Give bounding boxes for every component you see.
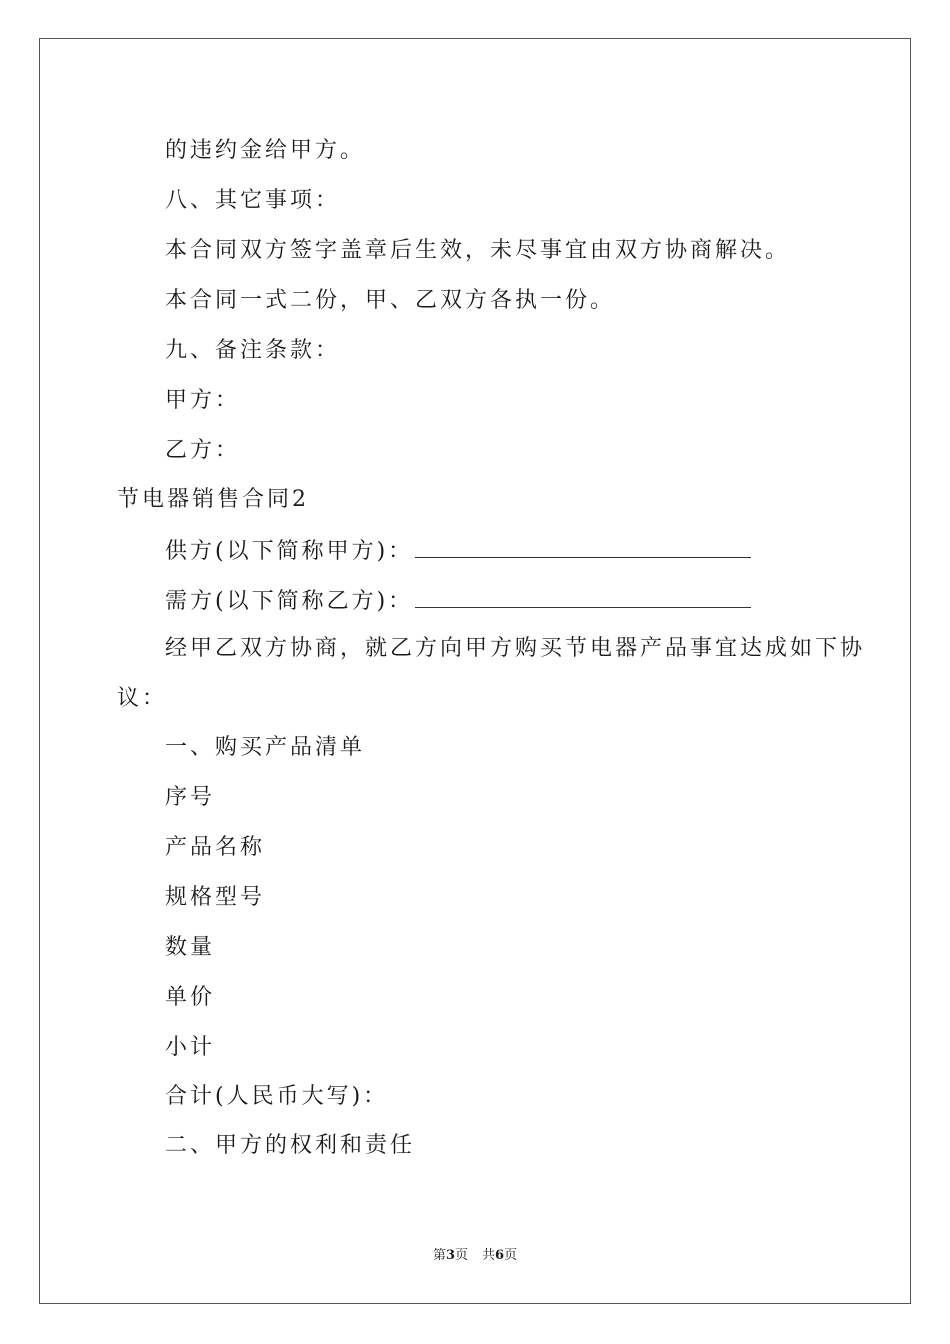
text-line-agreement: 经甲乙双方协商，就乙方向甲方购买节电器产品事宜达成如下协 xyxy=(165,636,866,661)
field-total-rmb: 合计(人民币大写)： xyxy=(165,1084,389,1109)
contract-title: 节电器销售合同2 xyxy=(117,487,309,512)
buyer-label: 需方(以下简称乙方)： xyxy=(165,589,414,614)
page-footer xyxy=(0,1247,950,1265)
page-border xyxy=(39,38,911,1304)
field-serial-number: 序号 xyxy=(165,785,216,810)
section-heading-remarks: 九、备注条款： xyxy=(165,338,341,363)
buyer-blank xyxy=(415,585,751,608)
text-line-penalty: 的违约金给甲方。 xyxy=(165,138,366,163)
total-suffix: 页 xyxy=(504,1248,518,1263)
field-subtotal: 小计 xyxy=(165,1035,216,1060)
supplier-blank xyxy=(415,535,751,558)
party-b-label: 乙方： xyxy=(165,438,241,463)
supplier-label: 供方(以下简称甲方)： xyxy=(165,539,414,564)
text-line-agreement-cont: 议： xyxy=(117,686,168,711)
text-line-copies: 本合同一式二份，甲、乙双方各执一份。 xyxy=(165,288,616,313)
total-prefix: 共 xyxy=(482,1248,496,1263)
current-page-number: 3 xyxy=(445,1248,455,1263)
section-heading-party-a-rights: 二、甲方的权利和责任 xyxy=(165,1133,416,1158)
field-unit-price: 单价 xyxy=(165,985,216,1010)
page-prefix: 第 xyxy=(432,1248,446,1263)
buyer-line xyxy=(165,585,751,617)
page-suffix: 页 xyxy=(454,1248,468,1263)
section-heading-other-matters: 八、其它事项： xyxy=(165,188,341,213)
field-product-name: 产品名称 xyxy=(165,835,266,860)
field-quantity: 数量 xyxy=(165,935,216,960)
total-pages-number: 6 xyxy=(495,1248,505,1263)
text-line-effective: 本合同双方签字盖章后生效，未尽事宜由双方协商解决。 xyxy=(165,238,791,263)
section-heading-product-list: 一、购买产品清单 xyxy=(165,735,366,760)
supplier-line xyxy=(165,535,751,567)
field-spec-model: 规格型号 xyxy=(165,885,266,910)
party-a-label: 甲方： xyxy=(165,388,241,413)
